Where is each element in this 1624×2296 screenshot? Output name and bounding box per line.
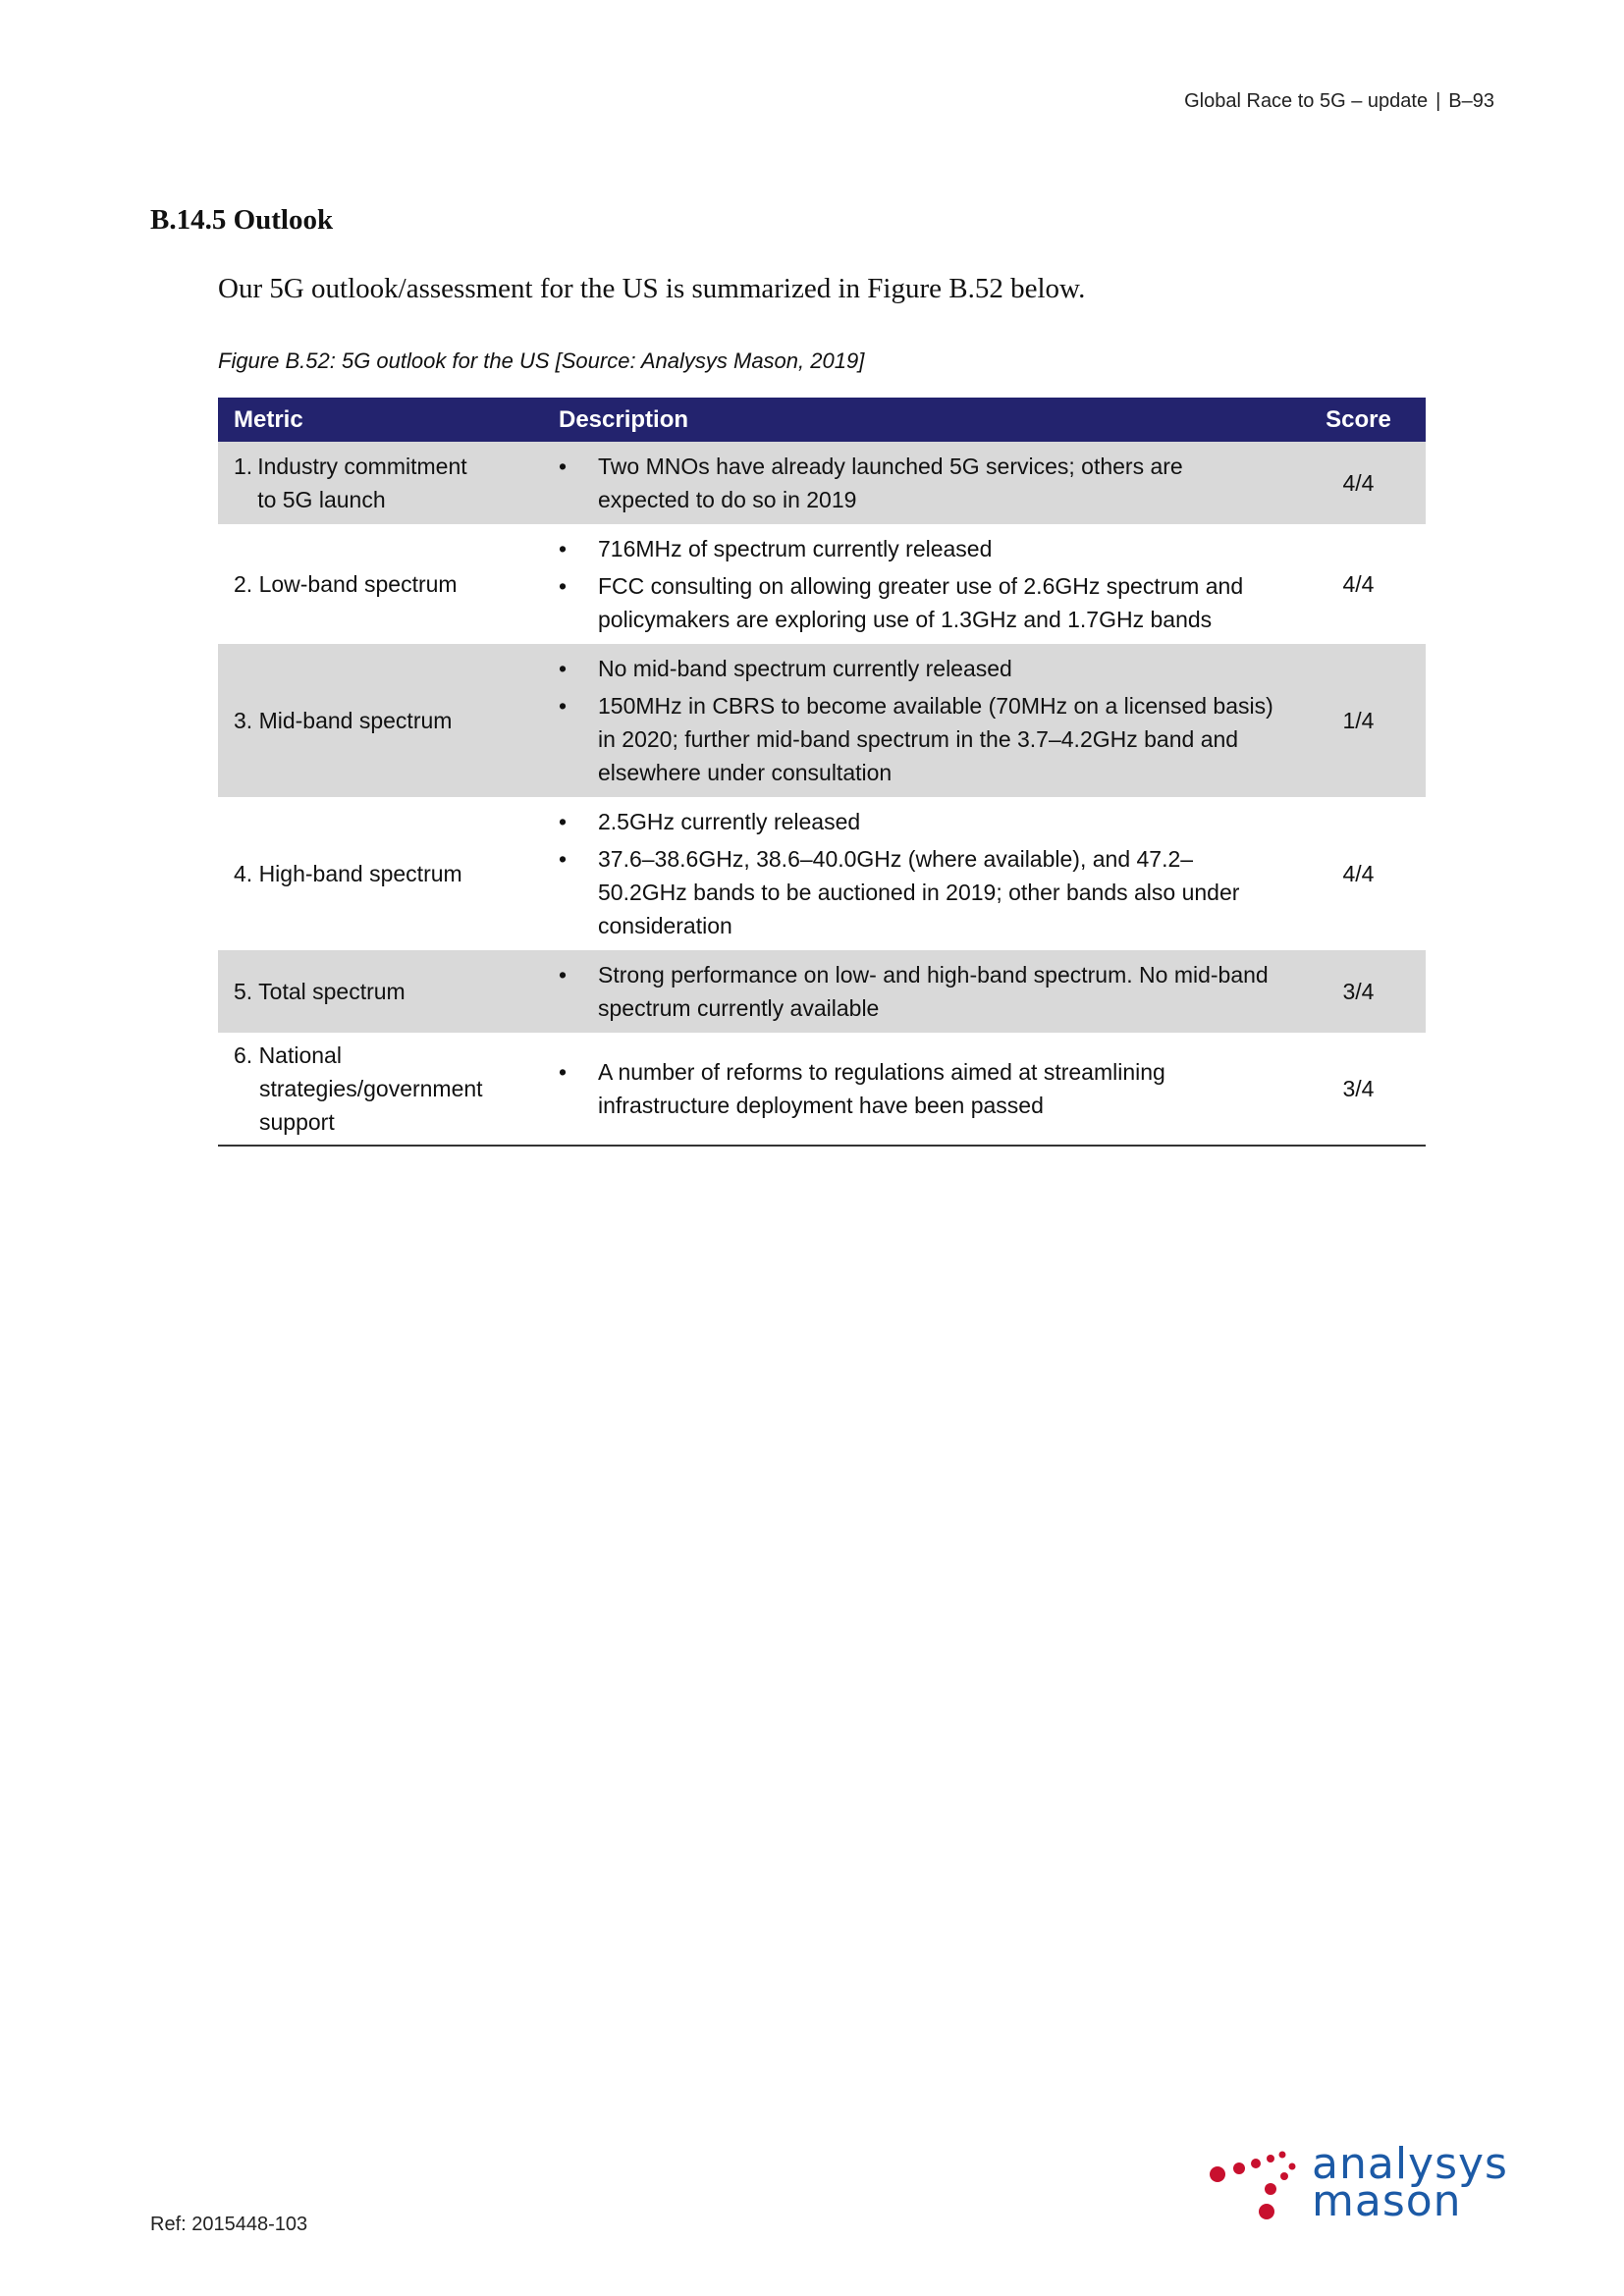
description-cell <box>543 950 1291 1033</box>
figure-caption: Figure B.52: 5G outlook for the US [Source: Analysys Mason, 2019] <box>218 348 865 373</box>
section-heading: B.14.5 Outlook <box>150 204 334 236</box>
score-cell: 3/4 <box>1291 950 1426 1033</box>
bullet-icon: • <box>559 1059 568 1085</box>
metric-label-line: to 5G launch <box>257 487 386 512</box>
description-column-header: Description <box>543 398 1291 442</box>
metric-label-line: strategies/government <box>259 1076 483 1101</box>
table-row <box>218 442 1426 524</box>
outlook-table <box>218 398 1426 1147</box>
metric-label-line: Industry commitment <box>257 454 467 479</box>
score-cell: 3/4 <box>1291 1033 1426 1146</box>
description-bullet: • 37.6–38.6GHz, 38.6–40.0GHz (where available), and 47.2–50.2GHz bands to be auctioned in 2019; other bands also under consideration <box>559 840 1275 944</box>
score-cell: 1/4 <box>1291 644 1426 797</box>
description-cell <box>543 442 1291 524</box>
description-cell <box>543 524 1291 644</box>
description-bullet: • Strong performance on low- and high-band spectrum. No mid-band spectrum currently available <box>559 956 1275 1027</box>
metric-cell <box>218 442 543 524</box>
bullet-icon: • <box>559 536 568 561</box>
table-row <box>218 950 1426 1033</box>
metric-number: 1. <box>234 454 253 479</box>
bullet-icon: • <box>559 573 568 599</box>
description-bullet: • 716MHz of spectrum currently released <box>559 530 1275 567</box>
metric-cell: 2. Low-band spectrum <box>234 571 458 597</box>
score-cell: 4/4 <box>1291 442 1426 524</box>
description-cell <box>543 644 1291 797</box>
score-cell: 4/4 <box>1342 861 1375 886</box>
metric-cell: 4. High-band spectrum <box>234 861 462 886</box>
description-cell <box>543 1033 1291 1146</box>
metric-label-line: 6. National <box>234 1042 342 1068</box>
description-bullet: • No mid-band spectrum currently released <box>559 650 1275 687</box>
running-header-title: Global Race to 5G – update <box>1184 90 1429 112</box>
bullet-icon: • <box>559 846 568 872</box>
description-bullet: • 150MHz in CBRS to become available (70MHz on a licensed basis) in 2020; further mid-band spectrum in the 3.7–4.2GHz band and elsewhere under consultation <box>559 687 1275 791</box>
score-column-header: Score <box>1291 398 1426 442</box>
logo-word-analysys: analysys <box>1312 2139 1508 2189</box>
analysys-mason-logo <box>1210 2139 1514 2226</box>
logo-word-mason: mason <box>1312 2176 1462 2226</box>
description-bullet: • 2.5GHz currently released <box>559 803 1275 840</box>
running-header-separator: | <box>1435 90 1441 112</box>
page-number: B–93 <box>1448 90 1494 112</box>
metric-column-header: Metric <box>218 398 543 442</box>
bullet-icon: • <box>559 962 568 988</box>
document-reference: Ref: 2015448-103 <box>150 2214 308 2235</box>
table-row <box>218 797 1426 950</box>
intro-paragraph: Our 5G outlook/assessment for the US is summarized in Figure B.52 below. <box>218 273 1086 304</box>
bullet-icon: • <box>559 809 568 834</box>
table-row <box>218 644 1426 797</box>
description-bullet: • A number of reforms to regulations aimed at streamlining infrastructure deployment have been passed <box>559 1053 1275 1124</box>
table-header-row <box>218 398 1426 442</box>
bullet-icon: • <box>559 656 568 681</box>
metric-cell: 3. Mid-band spectrum <box>218 644 543 797</box>
table-row <box>218 1033 1426 1146</box>
running-header <box>1184 90 1494 113</box>
score-cell: 4/4 <box>1342 571 1375 597</box>
metric-cell <box>218 1033 543 1146</box>
description-bullet: • Two MNOs have already launched 5G services; others are expected to do so in 2019 <box>559 448 1275 518</box>
logo-dots-icon <box>1210 2145 1308 2223</box>
metric-cell: 5. Total spectrum <box>218 950 543 1033</box>
bullet-icon: • <box>559 693 568 719</box>
bullet-icon: • <box>559 454 568 479</box>
description-cell <box>543 797 1291 950</box>
metric-label-line: support <box>259 1109 335 1135</box>
description-bullet: • FCC consulting on allowing greater use of 2.6GHz spectrum and policymakers are exploring use of 1.3GHz and 1.7GHz bands <box>559 567 1275 638</box>
table-row <box>218 524 1426 644</box>
